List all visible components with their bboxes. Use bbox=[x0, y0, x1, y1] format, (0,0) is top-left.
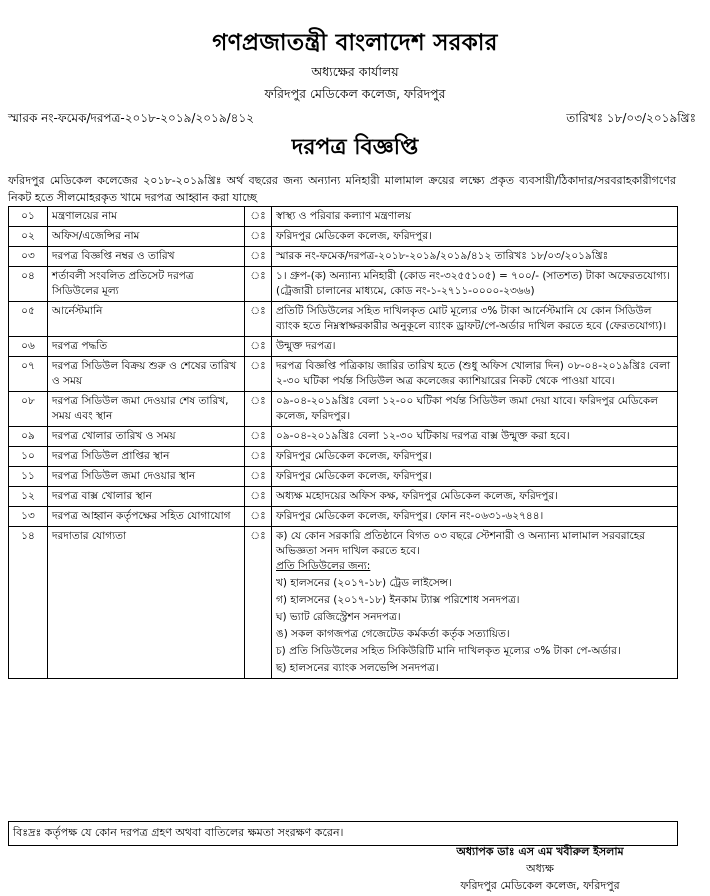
row-value: স্বাস্থ্য ও পরিবার কল্যাণ মন্ত্রণালয় bbox=[272, 207, 678, 227]
row-separator: ঃ bbox=[245, 392, 272, 427]
row-item: দরপত্র আহ্বান কর্তৃপক্ষের সহিত যোগাযোগ bbox=[48, 507, 245, 527]
row-item: দরপত্র বিজ্ঞপ্তি নম্বর ও তারিখ bbox=[48, 247, 245, 267]
row-number: ১৪ bbox=[9, 527, 48, 679]
table-row bbox=[9, 467, 678, 487]
row-separator: ঃ bbox=[245, 207, 272, 227]
row-item: শর্তাবলী সংবলিত প্রতিসেট দরপত্র সিডিউলের মূল্য bbox=[48, 267, 245, 302]
signatory-designation: অধ্যক্ষ bbox=[526, 862, 554, 875]
row-item: দরপত্র সিডিউল জমা দেওয়ার শেষ তারিখ, সময় এবং স্থান bbox=[48, 392, 245, 427]
table-row bbox=[9, 207, 678, 227]
table-row bbox=[9, 392, 678, 427]
row-value: ফরিদপুর মেডিকেল কলেজ, ফরিদপুর। ফোন নং-০৬৩১-৬২৭৪৪। bbox=[272, 507, 678, 527]
table-row bbox=[9, 507, 678, 527]
row-separator: ঃ bbox=[245, 507, 272, 527]
row-number: ১৩ bbox=[9, 507, 48, 527]
table-row bbox=[9, 247, 678, 267]
eligibility-item: ঘ) ভ্যাট রেজিস্ট্রেশন সনদপত্র। bbox=[276, 611, 401, 623]
row-value: অধ্যক্ষ মহোদয়ের অফিস কক্ষ, ফরিদপুর মেডিকেল কলেজ, ফরিদপুর। bbox=[272, 487, 678, 507]
row-number: ০২ bbox=[9, 227, 48, 247]
eligibility-list bbox=[272, 527, 678, 679]
row-separator: ঃ bbox=[245, 247, 272, 267]
eligibility-item: ছ) হালসনের ব্যাংক সলভেন্সি সনদপত্র। bbox=[276, 662, 439, 674]
row-separator: ঃ bbox=[245, 427, 272, 447]
row-item: দরপত্র পদ্ধতি bbox=[48, 337, 245, 357]
notice-date: তারিখঃ ১৮/০৩/২০১৯খ্রিঃ bbox=[566, 111, 696, 125]
row-number: ১০ bbox=[9, 447, 48, 467]
row-number: ০৪ bbox=[9, 267, 48, 302]
row-item: দরপত্র সিডিউল প্রাপ্তির স্থান bbox=[48, 447, 245, 467]
intro-paragraph: ফরিদপুর মেডিকেল কলেজের ২০১৮-২০১৯খ্রিঃ অর্থ বছরের জন্য অন্যান্য মনিহারী মালামাল ক্রয়ের লক্ষ্যে প্রকৃত ব্যবসায়ী/ঠিকাদার/সরবরাহকারীগণের নিকট হতে সীলমোহরকৃত খামে দরপত্র আহ্বান করা যাচ্ছে bbox=[8, 174, 676, 204]
table-row bbox=[9, 267, 678, 302]
row-value: ফরিদপুর মেডিকেল কলেজ, ফরিদপুর। bbox=[272, 227, 678, 247]
row-value: উন্মুক্ত দরপত্র। bbox=[272, 337, 678, 357]
table-row bbox=[9, 357, 678, 392]
row-separator: ঃ bbox=[245, 487, 272, 507]
row-separator: ঃ bbox=[245, 267, 272, 302]
row-value: স্মারক নং-ফমেক/দরপত্র-২০১৮-২০১৯/২০১৯/৪১২ তারিখঃ ১৮/০৩/২০১৯খ্রিঃ bbox=[272, 247, 678, 267]
row-item: দরপত্র বাক্স খোলার স্থান bbox=[48, 487, 245, 507]
signatory-office: ফরিদপুর মেডিকেল কলেজ, ফরিদপুর bbox=[460, 879, 620, 892]
row-item: দরপত্র সিডিউল জমা দেওয়ার স্থান bbox=[48, 467, 245, 487]
institution-name: ফরিদপুর মেডিকেল কলেজ, ফরিদপুর bbox=[264, 86, 446, 101]
row-number: ১১ bbox=[9, 467, 48, 487]
eligibility-item: চ) প্রতি সিডিউলের সহিত সিকিউরিটি মানি দাখিলকৃত মূল্যের ৩% টাকা পে-অর্ডার। bbox=[276, 645, 621, 657]
table-row bbox=[9, 302, 678, 337]
row-number: ০৫ bbox=[9, 302, 48, 337]
eligibility-line: ক) যে কোন সরকারি প্রতিষ্ঠানে বিগত ০৩ বছরে স্টেশনারী ও অন্যান্য মালামাল সরবরাহের অভিজ্ঞতা সনদ দাখিল করতে হবে। bbox=[276, 530, 646, 557]
eligibility-item: ঙ) সকল কাগজপত্র গেজেটেড কর্মকর্তা কর্তৃক সত্যায়িত। bbox=[276, 628, 510, 640]
row-number: ০৬ bbox=[9, 337, 48, 357]
row-number: ০৮ bbox=[9, 392, 48, 427]
row-separator: ঃ bbox=[245, 467, 272, 487]
row-value: ০৯-০৪-২০১৯খ্রিঃ বেলা ১২-০০ ঘটিকা পর্যন্ত সিডিউল জমা দেয়া যাবে। ফরিদপুর মেডিকেল কলেজ, ফরিদপুর। bbox=[272, 392, 678, 427]
table-row bbox=[9, 487, 678, 507]
eligibility-item: খ) হালসনের (২০১৭-১৮) ট্রেড লাইসেন্স। bbox=[276, 577, 452, 589]
row-separator: ঃ bbox=[245, 302, 272, 337]
row-item: মন্ত্রণালয়ের নাম bbox=[48, 207, 245, 227]
row-separator: ঃ bbox=[245, 447, 272, 467]
footer-note: বিঃদ্রঃ কর্তৃপক্ষ যে কোন দরপত্র গ্রহণ অথবা বাতিলের ক্ষমতা সংরক্ষণ করেন। bbox=[8, 821, 678, 846]
row-number: ০৭ bbox=[9, 357, 48, 392]
row-value: ফরিদপুর মেডিকেল কলেজ, ফরিদপুর। bbox=[272, 467, 678, 487]
table-row bbox=[9, 227, 678, 247]
tender-details-table bbox=[8, 206, 678, 679]
row-item: দরদাতার যোগ্যতা bbox=[48, 527, 245, 679]
row-separator: ঃ bbox=[245, 357, 272, 392]
row-number: ০১ bbox=[9, 207, 48, 227]
row-number: ০৯ bbox=[9, 427, 48, 447]
notice-title: দরপত্র বিজ্ঞপ্তি bbox=[291, 135, 419, 160]
table-row bbox=[9, 447, 678, 467]
row-item: দরপত্র সিডিউল বিক্রয় শুরু ও শেষের তারিখ ও সময় bbox=[48, 357, 245, 392]
per-schedule-label: প্রতি সিডিউলের জন্য: bbox=[276, 560, 371, 572]
row-value: প্রতিটি সিডিউলের সহিত দাখিলকৃত মোট মূল্যের ৩% টাকা আর্নেস্টমানি যে কোন সিডিউল ব্যাংক হতে নিম্নস্বাক্ষরকারীর অনুকূলে ব্যাংক ড্রাফট/পে-অর্ডার দাখিল করতে হবে (ফেরতযোগ্য)। bbox=[272, 302, 678, 337]
row-number: ০৩ bbox=[9, 247, 48, 267]
row-item: অফিস/এজেন্সির নাম bbox=[48, 227, 245, 247]
row-item: দরপত্র খোলার তারিখ ও সময় bbox=[48, 427, 245, 447]
row-separator: ঃ bbox=[245, 227, 272, 247]
row-value: দরপত্র বিজ্ঞপ্তি পত্রিকায় জারির তারিখ হতে (শুধু অফিস খোলার দিন) ০৮-০৪-২০১৯খ্রিঃ বেলা ২-৩০ ঘটিকা পর্যন্ত সিডিউল অত্র কলেজের ক্যাশিয়ারের নিকট থেকে পাওয়া যাবে। bbox=[272, 357, 678, 392]
government-title: গণপ্রজাতন্ত্রী বাংলাদেশ সরকার bbox=[212, 30, 498, 56]
eligibility-item: গ) হালসনের (২০১৭-১৮) ইনকাম ট্যাক্স পরিশোধ সনদপত্র। bbox=[276, 594, 520, 606]
row-item: আর্নেস্টমানি bbox=[48, 302, 245, 337]
row-separator: ঃ bbox=[245, 337, 272, 357]
office-name: অধ্যক্ষের কার্যালয় bbox=[311, 64, 399, 79]
row-number: ১২ bbox=[9, 487, 48, 507]
row-value: ১। গ্রুপ-(ক) অন্যান্য মনিহারী (কোড নং-৩২৫৫১০৫) = ৭০০/- (সাতশত) টাকা অফেরতযোগ্য। (ট্রেজারী চালানের মাধ্যমে, কোড নং-১-২৭১১-০০০০-২৩৬৬) bbox=[272, 267, 678, 302]
row-value: ০৯-০৪-২০১৯খ্রিঃ বেলা ১২-৩০ ঘটিকায় দরপত্র বাক্স উন্মুক্ত করা হবে। bbox=[272, 427, 678, 447]
signatory-name: অধ্যাপক ডাঃ এস এম খবীরুল ইসলাম bbox=[456, 845, 624, 858]
table-row bbox=[9, 337, 678, 357]
row-separator: ঃ bbox=[245, 527, 272, 679]
row-value: ফরিদপুর মেডিকেল কলেজ, ফরিদপুর। bbox=[272, 447, 678, 467]
table-row bbox=[9, 427, 678, 447]
table-row bbox=[9, 527, 678, 679]
memo-number: স্মারক নং-ফমেক/দরপত্র-২০১৮-২০১৯/২০১৯/৪১২ bbox=[8, 111, 255, 125]
